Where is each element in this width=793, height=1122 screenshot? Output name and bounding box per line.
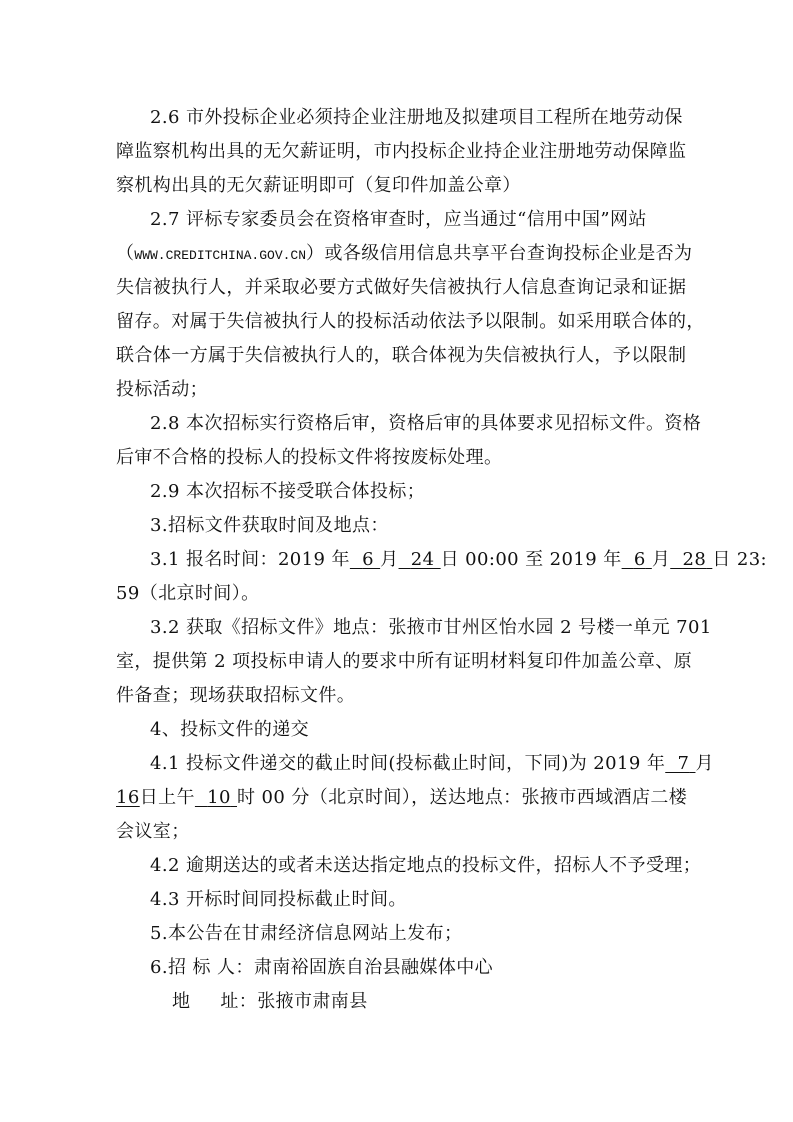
para-2-7-line1: 2.7 评标专家委员会在资格审查时，应当通过“信用中国”网站 xyxy=(150,209,647,230)
para-3-1-line1 xyxy=(150,549,767,571)
para-2-7-line3: 失信被执行人，并采取必要方式做好失信被执行人信息查询记录和证据 xyxy=(116,277,687,298)
para-2-8-line2: 后审不合格的投标人的投标文件将按废标处理。 xyxy=(116,447,503,468)
para-3-1-line2: 59（北京时间）。 xyxy=(116,583,260,604)
section-3-heading: 3.招标文件获取时间及地点： xyxy=(150,515,389,536)
para-4-1-line3: 会议室； xyxy=(116,821,190,842)
para-2-7-line2-rest: ）或各级信用信息共享平台查询投标企业是否为 xyxy=(306,243,693,264)
end-day-value: 28 xyxy=(682,549,707,570)
start-day-value: 24 xyxy=(410,549,435,570)
address-value: 址：张掖市肃南县 xyxy=(220,991,368,1012)
start-month-value: 6 xyxy=(362,549,374,570)
deadline-month xyxy=(665,753,695,774)
para-3-2-line2: 室，提供第 2 项投标申请人的要求中所有证明材料复印件加盖公章、原 xyxy=(116,651,693,672)
text-segment: 4.1 投标文件递交的截止时间(投标截止时间，下同)为 2019 年 xyxy=(150,753,666,774)
deadline-day: 16 xyxy=(116,787,140,808)
text-segment: 日 23: xyxy=(712,549,768,570)
text-segment: 日 00:00 至 2019 年 xyxy=(440,549,622,570)
section-4-heading: 4、投标文件的递交 xyxy=(150,719,310,740)
start-day xyxy=(399,549,441,570)
text-segment: 月 xyxy=(695,753,714,774)
address-label-char1: 地 xyxy=(172,991,191,1012)
para-4-1-line2 xyxy=(116,787,687,809)
text-segment: 月 xyxy=(380,549,399,570)
para-2-8-line1: 2.8 本次招标实行资格后审，资格后审的具体要求见招标文件。资格 xyxy=(150,413,702,434)
section-5: 5.本公告在甘肃经济信息网站上发布； xyxy=(150,923,463,944)
end-month xyxy=(622,549,652,570)
deadline-hour xyxy=(195,787,237,808)
para-2-7-line5: 联合体一方属于失信被执行人的，联合体视为失信被执行人，予以限制 xyxy=(116,345,687,366)
text-segment: 月 xyxy=(651,549,671,570)
text-segment: 3.1 报名时间：2019 年 xyxy=(150,549,350,570)
start-month xyxy=(350,549,380,570)
deadline-month-value: 7 xyxy=(677,753,690,774)
para-2-7-line2 xyxy=(116,243,692,267)
tenderer-address xyxy=(172,991,368,1013)
section-6-tenderer: 6.招 标 人：肃南裕固族自治县融媒体中心 xyxy=(150,957,494,978)
para-4-1-line1 xyxy=(150,753,714,775)
para-2-9: 2.9 本次招标不接受联合体投标； xyxy=(150,481,426,502)
para-3-2-line1: 3.2 获取《招标文件》地点：张掖市甘州区怡水园 2 号楼一单元 701 xyxy=(150,617,712,638)
para-2-7-line4: 留存。对属于失信被执行人的投标活动依法予以限制。如采用联合体的， xyxy=(116,311,705,332)
text-segment: 日上午 xyxy=(139,787,195,808)
para-2-7-line6: 投标活动； xyxy=(116,379,208,400)
para-4-3: 4.3 开标时间同投标截止时间。 xyxy=(150,889,407,910)
deadline-hour-value: 10 xyxy=(207,787,231,808)
end-day xyxy=(670,549,712,570)
para-3-2-line3: 件备查；现场获取招标文件。 xyxy=(116,685,356,706)
text-segment: 时 00 分（北京时间），送达地点：张掖市西域酒店二楼 xyxy=(237,787,688,808)
paren-open: （ xyxy=(116,243,135,264)
para-2-6-line2: 障监察机构出具的无欠薪证明，市内投标企业持企业注册地劳动保障监 xyxy=(116,141,687,162)
para-2-6-line1: 2.6 市外投标企业必须持企业注册地及拟建项目工程所在地劳动保 xyxy=(150,107,683,128)
end-month-value: 6 xyxy=(633,549,646,570)
para-2-6-line3: 察机构出具的无欠薪证明即可（复印件加盖公章） xyxy=(116,175,521,196)
para-4-2: 4.2 逾期送达的或者未送达指定地点的投标文件，招标人不予受理； xyxy=(150,855,702,876)
credit-china-url: WWW.CREDITCHINA.GOV.CN xyxy=(134,248,307,263)
